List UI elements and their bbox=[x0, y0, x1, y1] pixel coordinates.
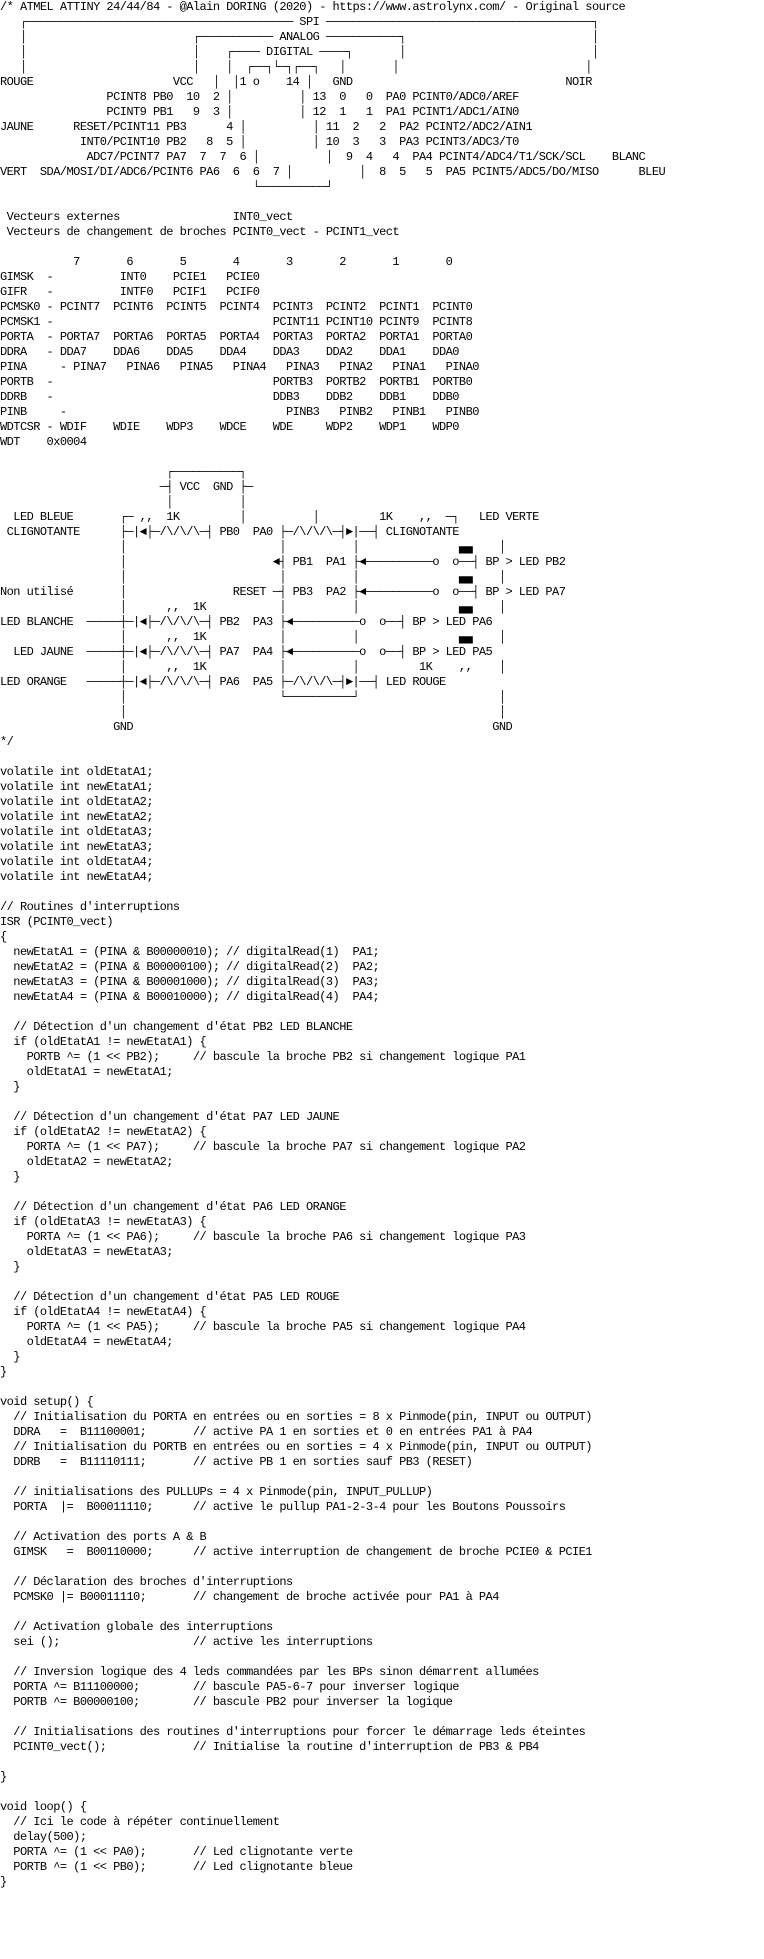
code-line bbox=[0, 1560, 665, 1575]
code-line: PORTA |= B00011110; // active le pullup PA1-2-3-4 pour les Boutons Poussoirs bbox=[0, 1500, 566, 1514]
code-line bbox=[0, 1185, 665, 1200]
code-line: LED BLEUE ┌─ ,, 1K │ │ 1K ,, ─┐ LED VERTE bbox=[0, 510, 539, 524]
code-line: if (oldEtatA2 != newEtatA2) { bbox=[0, 1125, 207, 1139]
code-line: /* ATMEL ATTINY 24/44/84 - @Alain DORING (2020) - https://www.astrolynx.com/ - Original source bbox=[0, 0, 626, 14]
code-line: LED ORANGE ─────┼─|◄├─/\/\/\─┤ PA6 PA5 ├─/\/\/\─┤►|──┤ LED ROUGE bbox=[0, 675, 446, 689]
code-line: // Détection d'un changement d'état PA7 LED JAUNE bbox=[0, 1110, 340, 1124]
code-line: if (oldEtatA4 != newEtatA4) { bbox=[0, 1305, 207, 1319]
code-line: oldEtatA2 = newEtatA2; bbox=[0, 1155, 173, 1169]
code-line: newEtatA3 = (PINA & B00001000); // digitalRead(3) PA3; bbox=[0, 975, 380, 989]
code-line: PINA - PINA7 PINA6 PINA5 PINA4 PINA3 PINA2 PINA1 PINA0 bbox=[0, 360, 479, 374]
code-line: DDRA - DDA7 DDA6 DDA5 DDA4 DDA3 DDA2 DDA1 DDA0 bbox=[0, 345, 459, 359]
code-line: volatile int oldEtatA3; bbox=[0, 825, 153, 839]
code-line: volatile int newEtatA1; bbox=[0, 780, 153, 794]
code-line bbox=[0, 450, 665, 465]
code-line: oldEtatA4 = newEtatA4; bbox=[0, 1335, 173, 1349]
code-line: INT0/PCINT10 PB2 8 5 │ │ 10 3 3 PA3 PCINT3/ADC3/T0 bbox=[0, 135, 519, 149]
code-line: Non utilisé │ RESET ─┤ PB3 PA2 ├◄──────────o o──┤ BP > LED PA7 bbox=[0, 585, 566, 599]
code-line: ┌──────────────────────────────────────── SPI ────────────────────────────────────────┐ bbox=[0, 15, 599, 29]
code-line: DDRA = B11100001; // active PA 1 en sorties et 0 en entrées PA1 à PA4 bbox=[0, 1425, 533, 1439]
code-line bbox=[0, 1710, 665, 1725]
code-line: } bbox=[0, 1260, 20, 1274]
code-line: Vecteurs externes INT0_vect bbox=[0, 210, 293, 224]
code-line: volatile int newEtatA2; bbox=[0, 810, 153, 824]
code-line: ─┤ VCC GND ├─ bbox=[0, 480, 253, 494]
code-line: │ │ bbox=[0, 705, 506, 719]
code-line bbox=[0, 195, 665, 210]
code-line: PINB - PINB3 PINB2 PINB1 PINB0 bbox=[0, 405, 479, 419]
code-line: JAUNE RESET/PCINT11 PB3 4 │ │ 11 2 2 PA2 PCINT2/ADC2/AIN1 bbox=[0, 120, 533, 134]
code-line: volatile int newEtatA3; bbox=[0, 840, 153, 854]
code-line: delay(500); bbox=[0, 1830, 87, 1844]
code-line: │ │ │ ┌──┐└─┐┌──┐ │ │ │ bbox=[0, 60, 592, 74]
code-line: │ ,, 1K │ │ ▄▄ │ bbox=[0, 600, 506, 614]
code-line: // Détection d'un changement d'état PA5 LED ROUGE bbox=[0, 1290, 340, 1304]
code-line: CLIGNOTANTE ├─|◄├─/\/\/\─┤ PB0 PA0 ├─/\/\/\─┤►|──┤ CLIGNOTANTE bbox=[0, 525, 459, 539]
code-line: } bbox=[0, 1770, 7, 1784]
code-line bbox=[0, 1005, 665, 1020]
code-line: // Déclaration des broches d'interruptions bbox=[0, 1575, 293, 1589]
code-line: PCINT8 PB0 10 2 │ │ 13 0 0 PA0 PCINT0/ADC0/AREF bbox=[0, 90, 519, 104]
code-line: PORTA ^= (1 << PA6); // bascule la broche PA6 si changement logique PA3 bbox=[0, 1230, 526, 1244]
code-line: // Inversion logique des 4 leds commandées par les BPs sinon démarrent allumées bbox=[0, 1665, 539, 1679]
code-line: │ │ │ ▄▄ │ bbox=[0, 540, 506, 554]
code-line: volatile int oldEtatA4; bbox=[0, 855, 153, 869]
code-line: └──────────┘ bbox=[0, 180, 333, 194]
code-line: │ │ bbox=[0, 495, 247, 509]
code-line: newEtatA4 = (PINA & B00010000); // digitalRead(4) PA4; bbox=[0, 990, 380, 1004]
code-line: GIMSK = B00110000; // active interruption de changement de broche PCIE0 & PCIE1 bbox=[0, 1545, 592, 1559]
code-line: // Détection d'un changement d'état PB2 LED BLANCHE bbox=[0, 1020, 353, 1034]
code-line bbox=[0, 1605, 665, 1620]
code-line bbox=[0, 1095, 665, 1110]
code-line: GND GND bbox=[0, 720, 513, 734]
code-line: │ └──────────┘ │ bbox=[0, 690, 506, 704]
code-line bbox=[0, 240, 665, 255]
code-line bbox=[0, 1785, 665, 1800]
code-line: } bbox=[0, 1365, 7, 1379]
code-line: │ ,, 1K │ │ ▄▄ │ bbox=[0, 630, 506, 644]
code-line: GIMSK - INT0 PCIE1 PCIE0 bbox=[0, 270, 260, 284]
code-line: │ ◄┤ PB1 PA1 ├◄──────────o o──┤ BP > LED PB2 bbox=[0, 555, 566, 569]
code-line: VERT SDA/MOSI/DI/ADC6/PCINT6 PA6 6 6 7 │ │ 8 5 5 PA5 PCINT5/ADC5/DO/MISO BLEU bbox=[0, 165, 666, 179]
code-line: PCMSK0 |= B00011110; // changement de broche activée pour PA1 à PA4 bbox=[0, 1590, 499, 1604]
code-line: volatile int oldEtatA1; bbox=[0, 765, 153, 779]
code-line: volatile int oldEtatA2; bbox=[0, 795, 153, 809]
code-line: sei (); // active les interruptions bbox=[0, 1635, 373, 1649]
code-line: DDRB = B11110111; // active PB 1 en sorties sauf PB3 (RESET) bbox=[0, 1455, 473, 1469]
code-line: LED JAUNE ─────┼─|◄├─/\/\/\─┤ PA7 PA4 ├◄──────────o o──┤ BP > LED PA5 bbox=[0, 645, 493, 659]
code-line: // Détection d'un changement d'état PA6 LED ORANGE bbox=[0, 1200, 346, 1214]
code-line bbox=[0, 1470, 665, 1485]
code-line: │ │ │ ▄▄ │ bbox=[0, 570, 506, 584]
code-line: GIFR - INTF0 PCIF1 PCIF0 bbox=[0, 285, 260, 299]
code-line: void setup() { bbox=[0, 1395, 94, 1409]
code-line: newEtatA2 = (PINA & B00000100); // digitalRead(2) PA2; bbox=[0, 960, 380, 974]
code-line: ISR (PCINT0_vect) bbox=[0, 915, 114, 929]
code-line: } bbox=[0, 1350, 20, 1364]
code-line bbox=[0, 1755, 665, 1770]
code-line bbox=[0, 1275, 665, 1290]
code-line: │ ,, 1K │ │ 1K ,, │ bbox=[0, 660, 506, 674]
code-line: PORTA ^= (1 << PA0); // Led clignotante verte bbox=[0, 1845, 353, 1859]
code-line: PCINT0_vect(); // Initialise la routine d'interruption de PB3 & PB4 bbox=[0, 1740, 539, 1754]
code-line: volatile int newEtatA4; bbox=[0, 870, 153, 884]
code-line: DDRB - DDB3 DDB2 DDB1 DDB0 bbox=[0, 390, 459, 404]
code-line: { bbox=[0, 930, 7, 944]
code-line: PORTB ^= (1 << PB2); // bascule la broche PB2 si changement logique PA1 bbox=[0, 1050, 526, 1064]
code-line: LED BLANCHE ─────┼─|◄├─/\/\/\─┤ PB2 PA3 ├◄──────────o o──┤ BP > LED PA6 bbox=[0, 615, 493, 629]
code-line: // Activation globale des interruptions bbox=[0, 1620, 273, 1634]
code-line: PCMSK0 - PCINT7 PCINT6 PCINT5 PCINT4 PCINT3 PCINT2 PCINT1 PCINT0 bbox=[0, 300, 473, 314]
code-line: // Initialisation du PORTB en entrées ou en sorties = 4 x Pinmode(pin, INPUT ou OUTPUT) bbox=[0, 1440, 592, 1454]
code-line: PORTA - PORTA7 PORTA6 PORTA5 PORTA4 PORTA3 PORTA2 PORTA1 PORTA0 bbox=[0, 330, 473, 344]
code-line: ┌──────────┐ bbox=[0, 465, 247, 479]
code-line: ADC7/PCINT7 PA7 7 7 6 │ │ 9 4 4 PA4 PCINT4/ADC4/T1/SCK/SCL BLANC bbox=[0, 150, 646, 164]
code-line: WDTCSR - WDIF WDIE WDP3 WDCE WDE WDP2 WDP1 WDP0 bbox=[0, 420, 459, 434]
code-line: │ ┌─────────── ANALOG ───────────┐ │ bbox=[0, 30, 599, 44]
code-line: // Initialisation du PORTA en entrées ou en sorties = 8 x Pinmode(pin, INPUT ou OUTPUT) bbox=[0, 1410, 592, 1424]
code-line: } bbox=[0, 1875, 7, 1889]
code-line bbox=[0, 885, 665, 900]
code-line: PCMSK1 - PCINT11 PCINT10 PCINT9 PCINT8 bbox=[0, 315, 473, 329]
code-line: // Routines d'interruptions bbox=[0, 900, 180, 914]
code-line: ROUGE VCC │ │1 o 14 │ GND NOIR bbox=[0, 75, 592, 89]
code-line bbox=[0, 1515, 665, 1530]
code-line: PORTA ^= (1 << PA5); // bascule la broche PA5 si changement logique PA4 bbox=[0, 1320, 526, 1334]
code-line: void loop() { bbox=[0, 1800, 87, 1814]
code-line: // initialisations des PULLUPs = 4 x Pinmode(pin, INPUT_PULLUP) bbox=[0, 1485, 433, 1499]
code-line: WDT 0x0004 bbox=[0, 435, 87, 449]
code-line: oldEtatA1 = newEtatA1; bbox=[0, 1065, 173, 1079]
code-line bbox=[0, 750, 665, 765]
code-line: if (oldEtatA1 != newEtatA1) { bbox=[0, 1035, 207, 1049]
code-line bbox=[0, 1380, 665, 1395]
code-line: │ │ ┌──── DIGITAL ────┐ │ │ bbox=[0, 45, 599, 59]
code-line: } bbox=[0, 1170, 20, 1184]
code-line: if (oldEtatA3 != newEtatA3) { bbox=[0, 1215, 207, 1229]
code-line: PORTB - PORTB3 PORTB2 PORTB1 PORTB0 bbox=[0, 375, 473, 389]
code-line: // Activation des ports A & B bbox=[0, 1530, 207, 1544]
code-line: PORTB ^= B00000100; // bascule PB2 pour inverser la logique bbox=[0, 1695, 453, 1709]
code-line: // Initialisations des routines d'interruptions pour forcer le démarrage leds éteintes bbox=[0, 1725, 586, 1739]
code-line bbox=[0, 1650, 665, 1665]
code-line: oldEtatA3 = newEtatA3; bbox=[0, 1245, 173, 1259]
code-line: 7 6 5 4 3 2 1 0 bbox=[0, 255, 453, 269]
code-line: PORTA ^= B11100000; // bascule PA5-6-7 pour inverser logique bbox=[0, 1680, 459, 1694]
code-line: */ bbox=[0, 735, 14, 749]
code-line: PORTA ^= (1 << PA7); // bascule la broche PA7 si changement logique PA2 bbox=[0, 1140, 526, 1154]
code-line: } bbox=[0, 1080, 20, 1094]
code-line: newEtatA1 = (PINA & B00000010); // digitalRead(1) PA1; bbox=[0, 945, 380, 959]
code-line: // Ici le code à répéter continuellement bbox=[0, 1815, 280, 1829]
code-line: PORTB ^= (1 << PB0); // Led clignotante bleue bbox=[0, 1860, 353, 1874]
code-line: PCINT9 PB1 9 3 │ │ 12 1 1 PA1 PCINT1/ADC1/AIN0 bbox=[0, 105, 519, 119]
code-line: Vecteurs de changement de broches PCINT0_vect - PCINT1_vect bbox=[0, 225, 400, 239]
